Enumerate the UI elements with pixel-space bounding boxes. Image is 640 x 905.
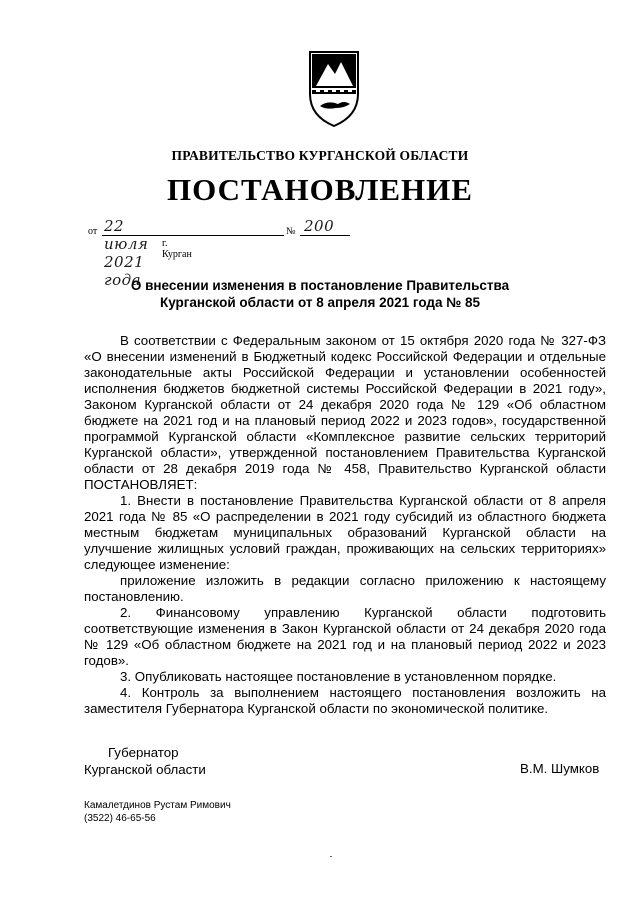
subject-line-2: Курганской области от 8 апреля 2021 года № 85 [159,295,481,310]
document-type-title: ПОСТАНОВЛЕНИЕ [167,172,473,207]
date-prefix: от [88,226,98,237]
document-body [84,333,606,717]
signatory-title-line-1: Губернатор [108,745,179,760]
date-underline [102,235,284,236]
body-paragraph: 3. Опубликовать настоящее постановление в установленном порядке. [120,669,557,684]
body-paragraph: 2. Финансовому управлению Курганской области подготовить соответствующие изменения в Закон Курганской области от 24 декабря 2020 года № 129 «Об областном бюджете на 2021 год и на плановый период 2022 и 2023 годов». [84,605,606,668]
executor-name: Камалетдинов Рустам Римович [84,800,231,811]
city-label: г. Курган [162,238,192,260]
coat-of-arms-icon [308,50,360,128]
handwritten-number: 200 [304,217,335,235]
body-paragraph: 1. Внести в постановление Правительства Курганской области от 8 апреля 2021 года № 85 «О распределении в 2021 году субсидий из областного бюджета местным бюджетам муниципальных образований Курганской области на улучшение жилищных условий граждан, проживающих на сельских территориях» следующее изменение: [84,493,606,572]
body-paragraph: 4. Контроль за выполнением настоящего постановления возложить на заместителя Губернатора Курганской области по экономической политике. [84,685,606,716]
document-subject [0,277,640,311]
subject-line-1: О внесении изменения в постановление Правительства [130,278,510,293]
body-paragraph: приложение изложить в редакции согласно приложению к настоящему постановлению. [84,573,606,604]
signatory-name: В.М. Шумков [520,761,600,776]
number-underline [300,235,350,236]
authority-name: ПРАВИТЕЛЬСТВО КУРГАНСКОЙ ОБЛАСТИ [171,148,469,163]
body-paragraph: В соответствии с Федеральным законом от 15 октября 2020 года № 327-ФЗ «О внесении изменений в Бюджетный кодекс Российской Федерации и отдельные законодательные акты Российской Федерации и установлении особенностей исполнения бюджетов бюджетной системы Российской Федерации в 2021 году», Законом Курганской области от 24 декабря 2020 года № 129 «Об областном бюджете на 2021 год и на плановый период 2022 и 2023 годов», государственной программой Курганской области «Комплексное развитие сельских территорий Курганской области», утвержденной постановлением Правительства Курганской области от 28 декабря 2019 года № 458, Правительство Курганской области ПОСТАНОВЛЯЕТ: [84,333,606,492]
signatory-title [84,744,206,778]
executor-info [84,799,231,825]
page-mark [330,856,332,857]
handwritten-date: 22 июля 2021 года [104,217,149,289]
number-prefix: № [286,226,296,237]
executor-phone: (3522) 46-65-56 [84,813,156,824]
signatory-title-line-2: Курганской области [84,762,206,777]
